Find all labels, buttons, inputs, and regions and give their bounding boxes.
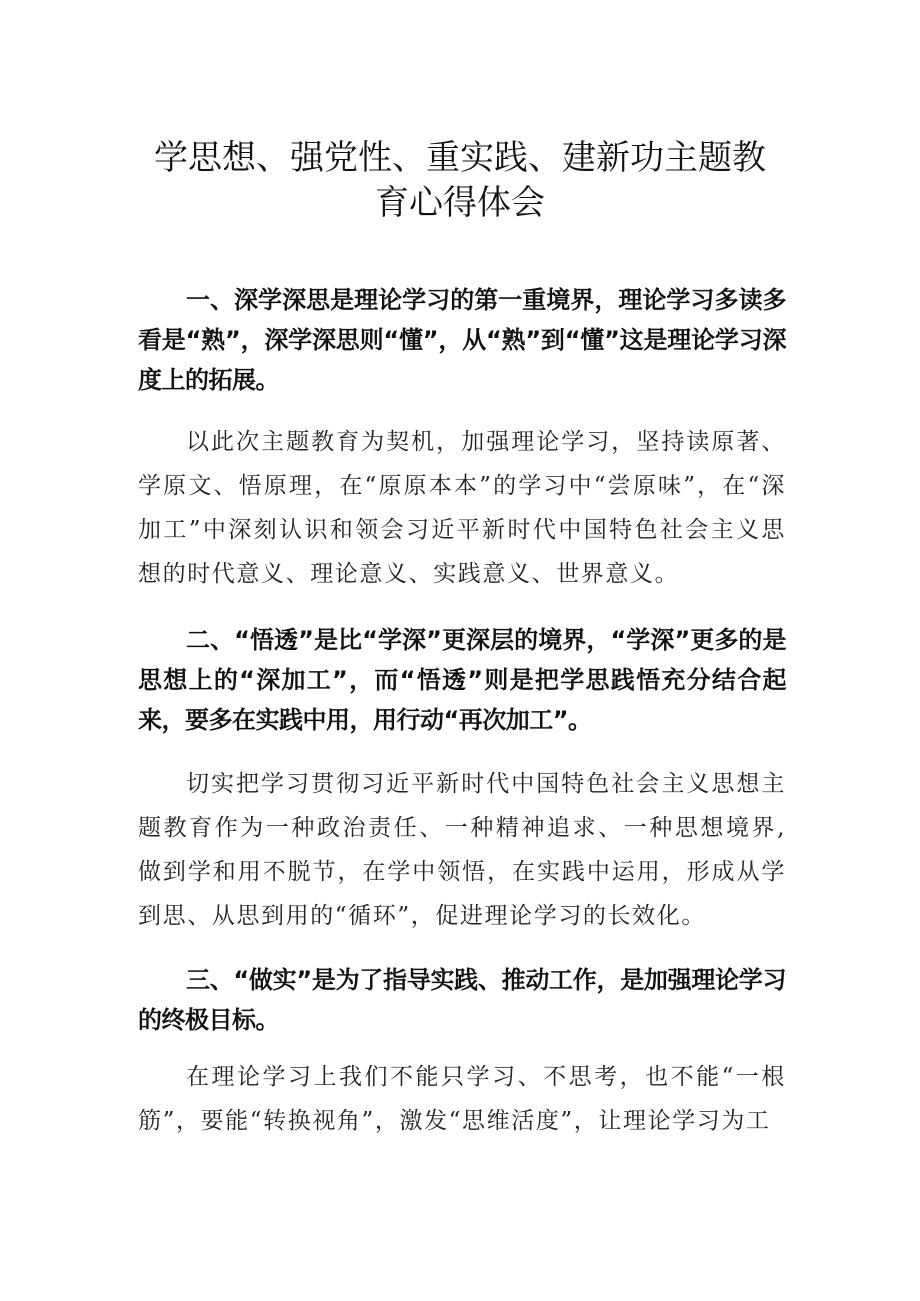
body-paragraph-1: 以此次主题教育为契机，加强理论学习，坚持读原著、学原文、悟原理，在“原原本本”的学习中“尝原味”，在“深加工”中深刻认识和领会习近平新时代中国特色社会主义思想的时代意义、理论意义、实践意义、世界意义。 bbox=[138, 429, 786, 587]
body-paragraph-2: 切实把学习贯彻习近平新时代中国特色社会主义思想主题教育作为一种政治责任、一种精神追求、一种思想境界,做到学和用不脱节，在学中领悟，在实践中运用，形成从学到思、从思到用的“循环”，促进理论学习的长效化。 bbox=[138, 771, 786, 929]
body-paragraph-3: 在理论学习上我们不能只学习、不思考，也不能“一根筋”，要能“转换视角”，激发“思维活度”，让理论学习为工 bbox=[138, 1064, 786, 1134]
title-line-1: 学思想、强党性、重实践、建新功主题教 bbox=[154, 138, 766, 178]
section-heading-3: 三、“做实”是为了指导实践、推动工作，是加强理论学习的终极目标。 bbox=[138, 966, 786, 1034]
title-line-2: 育心得体会 bbox=[375, 183, 545, 223]
document-title bbox=[120, 136, 800, 226]
section-heading-2: 二、“悟透”是比“学深”更深层的境界，“学深”更多的是思想上的“深加工”，而“悟透”则是把学思践悟充分结合起来，要多在实践中用，用行动“再次加工”。 bbox=[138, 626, 786, 734]
section-heading-1: 一、深学深思是理论学习的第一重境界，理论学习多读多看是“熟”，深学深思则“懂”，从“熟”到“懂”这是理论学习深度上的拓展。 bbox=[138, 286, 786, 394]
